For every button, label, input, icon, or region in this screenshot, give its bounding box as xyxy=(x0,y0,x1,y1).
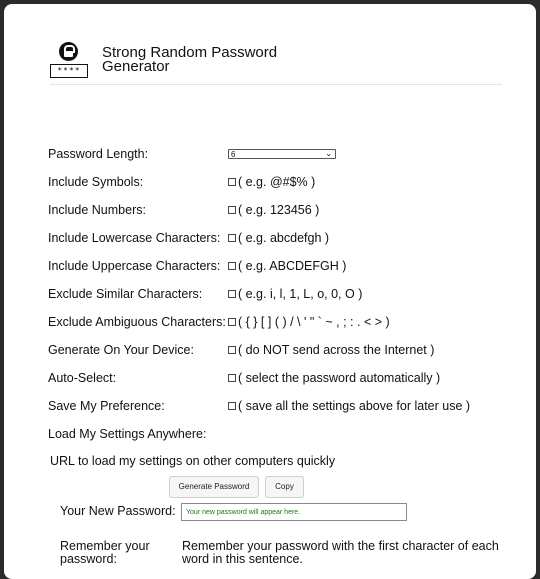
option-label: Include Symbols: xyxy=(48,175,144,189)
option-hint: ( { } [ ] ( ) / \ ' " ` ~ , ; : . < > ) xyxy=(238,315,390,329)
exclude-similar-checkbox[interactable] xyxy=(228,290,236,298)
option-label: Generate On Your Device: xyxy=(48,343,194,357)
padlock-icon xyxy=(59,42,78,61)
option-label: Include Uppercase Characters: xyxy=(48,259,221,273)
option-label: Load My Settings Anywhere: xyxy=(48,427,207,441)
lock-logo-icon xyxy=(50,42,88,80)
option-label: Exclude Similar Characters: xyxy=(48,287,203,301)
option-hint: ( select the password automatically ) xyxy=(238,371,441,385)
option-label: Password Length: xyxy=(48,147,149,161)
option-hint: ( e.g. ABCDEFGH ) xyxy=(238,259,347,273)
remember-label: Remember your password: xyxy=(60,539,150,566)
include-lowercase-checkbox[interactable] xyxy=(228,234,236,242)
new-password-field[interactable]: Your new password will appear here. xyxy=(181,503,407,521)
logo-stars: **** xyxy=(50,64,88,78)
browser-window xyxy=(4,4,536,579)
page-title-line2: Generator xyxy=(102,58,170,75)
option-hint: ( do NOT send across the Internet ) xyxy=(238,343,435,357)
option-label: Include Numbers: xyxy=(48,203,146,217)
chevron-down-icon: ⌄ xyxy=(325,149,332,158)
copy-button[interactable]: Copy xyxy=(265,476,304,498)
exclude-ambiguous-checkbox[interactable] xyxy=(228,318,236,326)
remember-sentence: Remember your password with the first character of each word in this sentence. xyxy=(182,539,499,566)
save-preference-checkbox[interactable] xyxy=(228,402,236,410)
new-password-label: Your New Password: xyxy=(60,504,176,518)
include-symbols-checkbox[interactable] xyxy=(228,178,236,186)
generate-on-device-checkbox[interactable] xyxy=(228,346,236,354)
option-hint: ( save all the settings above for later use ) xyxy=(238,399,471,413)
option-hint: ( e.g. abcdefgh ) xyxy=(238,231,330,245)
page-title xyxy=(102,46,362,74)
option-label: Include Lowercase Characters: xyxy=(48,231,221,245)
option-hint: ( e.g. 123456 ) xyxy=(238,203,320,217)
include-uppercase-checkbox[interactable] xyxy=(228,262,236,270)
option-hint: ( e.g. i, l, 1, L, o, 0, O ) xyxy=(238,287,363,301)
include-numbers-checkbox[interactable] xyxy=(228,206,236,214)
select-value: 6 xyxy=(231,150,236,159)
password-length-select[interactable] xyxy=(228,149,336,159)
auto-select-checkbox[interactable] xyxy=(228,374,236,382)
settings-url-text: URL to load my settings on other computers quickly xyxy=(50,454,336,468)
option-label: Auto-Select: xyxy=(48,371,117,385)
page-title-line1: Strong Random Password xyxy=(102,44,278,61)
page-header xyxy=(50,40,502,85)
generate-password-button[interactable]: Generate Password xyxy=(169,476,259,498)
option-label: Save My Preference: xyxy=(48,399,165,413)
option-label: Exclude Ambiguous Characters: xyxy=(48,315,226,329)
option-hint: ( e.g. @#$% ) xyxy=(238,175,316,189)
